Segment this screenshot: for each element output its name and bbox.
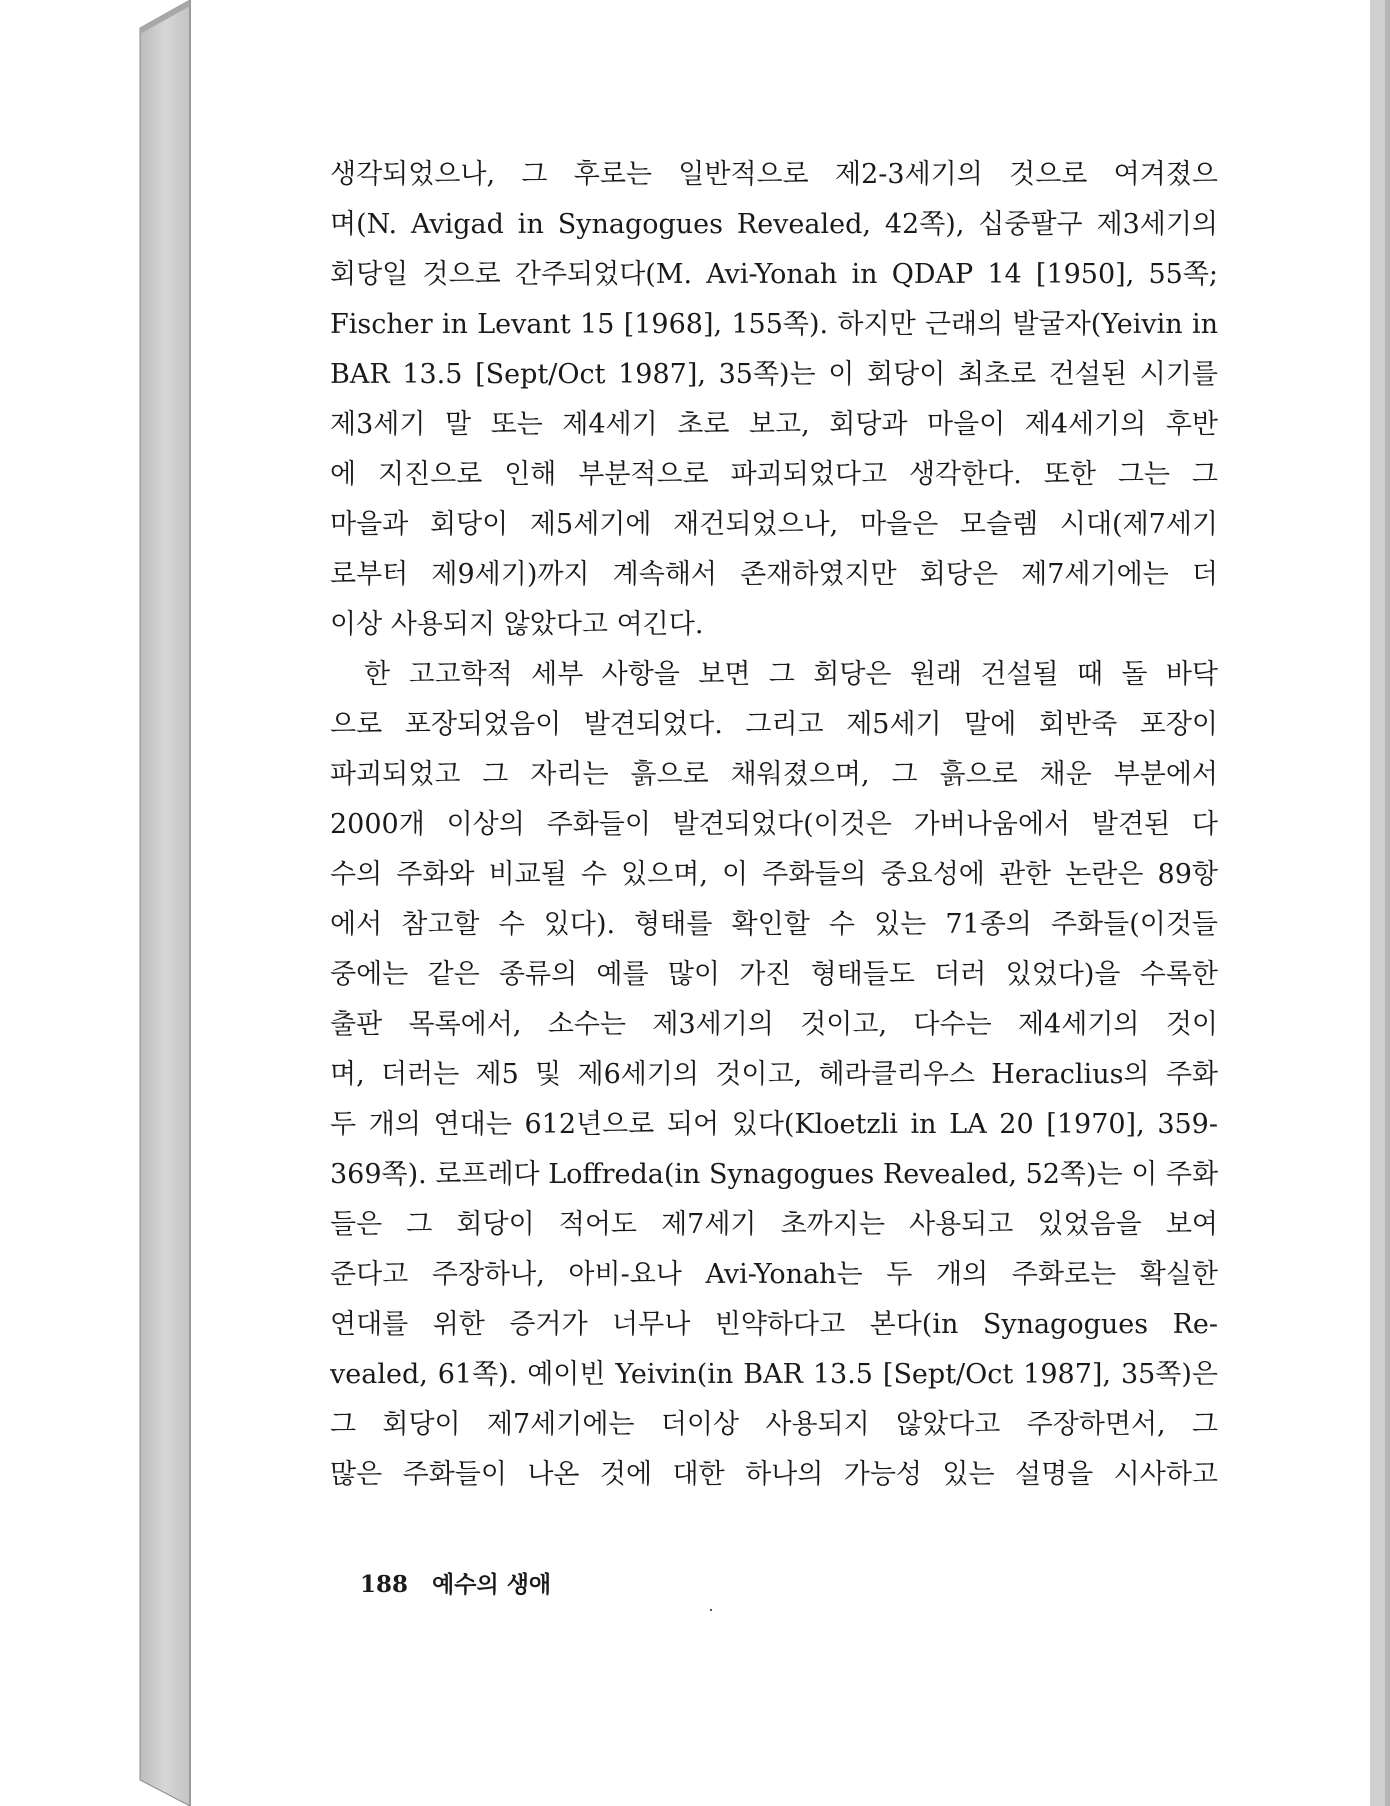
text-line: 에 지진으로 인해 부분적으로 파괴되었다고 생각한다. 또한 그는 그: [330, 459, 1218, 490]
page-number: 188: [360, 1571, 409, 1598]
text-line: 많은 주화들이 나온 것에 대한 하나의 가능성 있는 설명을 시사하고: [330, 1459, 1218, 1490]
text-line: 파괴되었고 그 자리는 흙으로 채워졌으며, 그 흙으로 채운 부분에서: [330, 759, 1218, 790]
text-line: 회당일 것으로 간주되었다(M. Avi-Yonah in QDAP 14 [1950], 55쪽;: [330, 259, 1218, 290]
text-line: vealed, 61쪽). 예이빈 Yeivin(in BAR 13.5 [Sept/Oct 1987], 35쪽)은: [330, 1359, 1218, 1390]
text-line: 그 회당이 제7세기에는 더이상 사용되지 않았다고 주장하면서, 그: [330, 1409, 1218, 1440]
text-line: BAR 13.5 [Sept/Oct 1987], 35쪽)는 이 회당이 최초로 건설된 시기를: [330, 359, 1218, 390]
text-line: Fischer in Levant 15 [1968], 155쪽). 하지만 근래의 발굴자(Yeivin in: [330, 309, 1218, 340]
page-footer: [360, 1566, 551, 1599]
text-line: 준다고 주장하나, 아비-요나 Avi-Yonah는 두 개의 주화로는 확실한: [330, 1259, 1218, 1290]
running-title: 예수의 생애: [432, 1571, 552, 1598]
text-line: 수의 주화와 비교될 수 있으며, 이 주화들의 중요성에 관한 논란은 89항: [330, 859, 1218, 890]
text-line: 2000개 이상의 주화들이 발견되었다(이것은 가버나움에서 발견된 다: [330, 809, 1218, 840]
text-line: 출판 목록에서, 소수는 제3세기의 것이고, 다수는 제4세기의 것이: [330, 1009, 1218, 1040]
text-line: 생각되었으나, 그 후로는 일반적으로 제2-3세기의 것으로 여겨졌으: [330, 159, 1218, 190]
text-line: 제3세기 말 또는 제4세기 초로 보고, 회당과 마을이 제4세기의 후반: [330, 409, 1218, 440]
text-line: 두 개의 연대는 612년으로 되어 있다(Kloetzli in LA 20 [1970], 359-: [330, 1109, 1218, 1140]
text-line: 중에는 같은 종류의 예를 많이 가진 형태들도 더러 있었다)을 수록한: [330, 959, 1218, 990]
text-line: 한 고고학적 세부 사항을 보면 그 회당은 원래 건설될 때 돌 바닥: [364, 659, 1218, 690]
page-speck: [710, 1609, 712, 1611]
text-line: 로부터 제9세기)까지 계속해서 존재하였지만 회당은 제7세기에는 더: [330, 559, 1218, 590]
body-text: [330, 150, 1218, 1500]
text-line: 연대를 위한 증거가 너무나 빈약하다고 본다(in Synagogues Re-: [330, 1309, 1218, 1340]
text-line: 마을과 회당이 제5세기에 재건되었으나, 마을은 모슬렘 시대(제7세기: [330, 509, 1218, 540]
text-line: 들은 그 회당이 적어도 제7세기 초까지는 사용되고 있었음을 보여: [330, 1209, 1218, 1240]
text-line: 으로 포장되었음이 발견되었다. 그리고 제5세기 말에 회반죽 포장이: [330, 709, 1218, 740]
text-line: 369쪽). 로프레다 Loffreda(in Synagogues Revealed, 52쪽)는 이 주화: [330, 1159, 1218, 1190]
text-line: 며, 더러는 제5 및 제6세기의 것이고, 헤라클리우스 Heraclius의 주화: [330, 1059, 1218, 1090]
text-line: 며(N. Avigad in Synagogues Revealed, 42쪽), 십중팔구 제3세기의: [330, 209, 1218, 240]
text-line: 에서 참고할 수 있다). 형태를 확인할 수 있는 71종의 주화들(이것들: [330, 909, 1218, 940]
text-line: 이상 사용되지 않았다고 여긴다.: [330, 609, 704, 640]
